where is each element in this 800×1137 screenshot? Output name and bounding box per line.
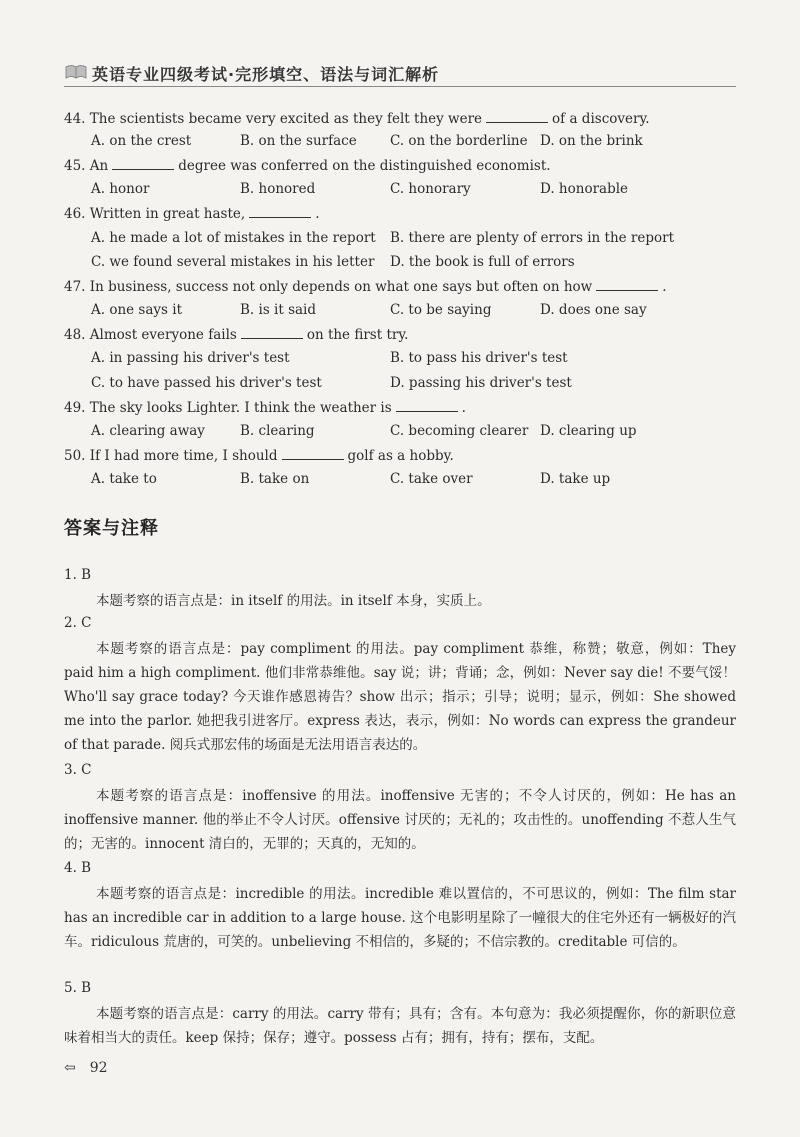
answer-label-1: 1. B: [64, 567, 92, 583]
answer-label-3: 3. C: [64, 762, 92, 778]
answer-blank: [486, 110, 548, 123]
answer-explanation-2: 本题考察的语言点是：pay compliment 的用法。pay compliment 恭维，称赞；敬意，例如：They paid him a high compliment. 他们非常恭维他。say 说；讲；背诵；念，例如：Never say die! 不要气馁！Who'll say grace today? 今天谁作感恩祷告？show 出示；指示；引导；说明；显示，例如：She showed me into the parlor. 她把我引进客厅。express 表达，表示，例如：No words can express the grandeur of that parade. 阅兵式那宏伟的场面是无法用语言表达的。: [64, 641, 736, 753]
option-50-c: C. take over: [390, 471, 473, 487]
option-49-a: A. clearing away: [91, 423, 205, 439]
option-49-d: D. clearing up: [540, 423, 637, 439]
option-47-d: D. does one say: [540, 302, 647, 318]
header-title: 英语专业四级考试·完形填空、语法与词汇解析: [92, 65, 440, 84]
option-48-d: D. passing his driver's test: [390, 375, 572, 391]
option-45-b: B. honored: [240, 181, 316, 197]
option-44-c: C. on the borderline: [390, 133, 528, 149]
option-47-c: C. to be saying: [390, 302, 492, 318]
option-48-a: A. in passing his driver's test: [91, 350, 290, 366]
answer-explanation-3: 本题考察的语言点是：inoffensive 的用法。inoffensive 无害的；不令人讨厌的，例如：He has an inoffensive manner. 他的举止不令人讨厌。offensive 讨厌的；无礼的；攻击性的。unoffending 不惹人生气的；无害的。innocent 清白的，无罪的；天真的，无知的。: [64, 788, 736, 852]
answer-explanation-4: 本题考察的语言点是：incredible 的用法。incredible 难以置信的，不可思议的，例如：The film star has an incredible car in addition to a large house. 这个电影明星除了一幢很大的住宅外还有一辆极好的汽车。ridiculous 荒唐的，可笑的。unbelieving 不相信的，多疑的；不信宗教的。creditable 可信的。: [64, 886, 736, 950]
answer-blank: [241, 326, 303, 339]
option-50-d: D. take up: [540, 471, 611, 487]
option-50-b: B. take on: [240, 471, 310, 487]
option-46-c: C. we found several mistakes in his letter: [91, 254, 375, 270]
answer-blank: [396, 399, 458, 412]
option-50-a: A. take to: [91, 471, 157, 487]
option-44-a: A. on the crest: [91, 133, 192, 149]
option-44-b: B. on the surface: [240, 133, 357, 149]
option-48-b: B. to pass his driver's test: [390, 350, 568, 366]
answer-blank: [249, 205, 311, 218]
answers-heading: 答案与注释: [64, 518, 159, 539]
option-46-a: A. he made a lot of mistakes in the report: [91, 230, 376, 246]
question-50: 50. If I had more time, I should golf as a hobby.: [64, 448, 454, 464]
left-arrow-icon: ⇦: [64, 1060, 76, 1076]
option-46-b: B. there are plenty of errors in the report: [390, 230, 675, 246]
page-footer: [64, 1060, 108, 1076]
question-49: 49. The sky looks Lighter. I think the weather is .: [64, 400, 466, 416]
option-45-c: C. honorary: [390, 181, 471, 197]
option-45-d: D. honorable: [540, 181, 629, 197]
option-46-d: D. the book is full of errors: [390, 254, 575, 270]
option-49-c: C. becoming clearer: [390, 423, 529, 439]
option-47-a: A. one says it: [91, 302, 182, 318]
answer-blank: [282, 447, 344, 460]
answer-blank: [112, 157, 174, 170]
answer-label-5: 5. B: [64, 980, 92, 996]
option-49-b: B. clearing: [240, 423, 315, 439]
option-47-b: B. is it said: [240, 302, 317, 318]
question-48: 48. Almost everyone fails on the first try.: [64, 327, 409, 343]
option-48-c: C. to have passed his driver's test: [91, 375, 322, 391]
answer-label-4: 4. B: [64, 860, 92, 876]
question-46: 46. Written in great haste, .: [64, 206, 320, 222]
option-45-a: A. honor: [91, 181, 150, 197]
question-45: 45. An degree was conferred on the distinguished economist.: [64, 158, 551, 174]
answer-explanation-5: 本题考察的语言点是：carry 的用法。carry 带有；具有；含有。本句意为：我必须提醒你，你的新职位意味着相当大的责任。keep 保持；保存；遵守。possess 占有；拥有，持有；摆布，支配。: [64, 1006, 736, 1046]
question-44: 44. The scientists became very excited as they felt they were of a discovery.: [64, 111, 650, 127]
page-number: 92: [89, 1060, 108, 1076]
open-book-icon: [64, 64, 88, 80]
answer-label-2: 2. C: [64, 615, 92, 631]
option-44-d: D. on the brink: [540, 133, 643, 149]
running-header: [64, 60, 736, 87]
answer-explanation-1: 本题考察的语言点是：in itself 的用法。in itself 本身，实质上。: [96, 593, 491, 609]
answer-blank: [596, 278, 658, 291]
question-47: 47. In business, success not only depends on what one says but often on how .: [64, 279, 667, 295]
